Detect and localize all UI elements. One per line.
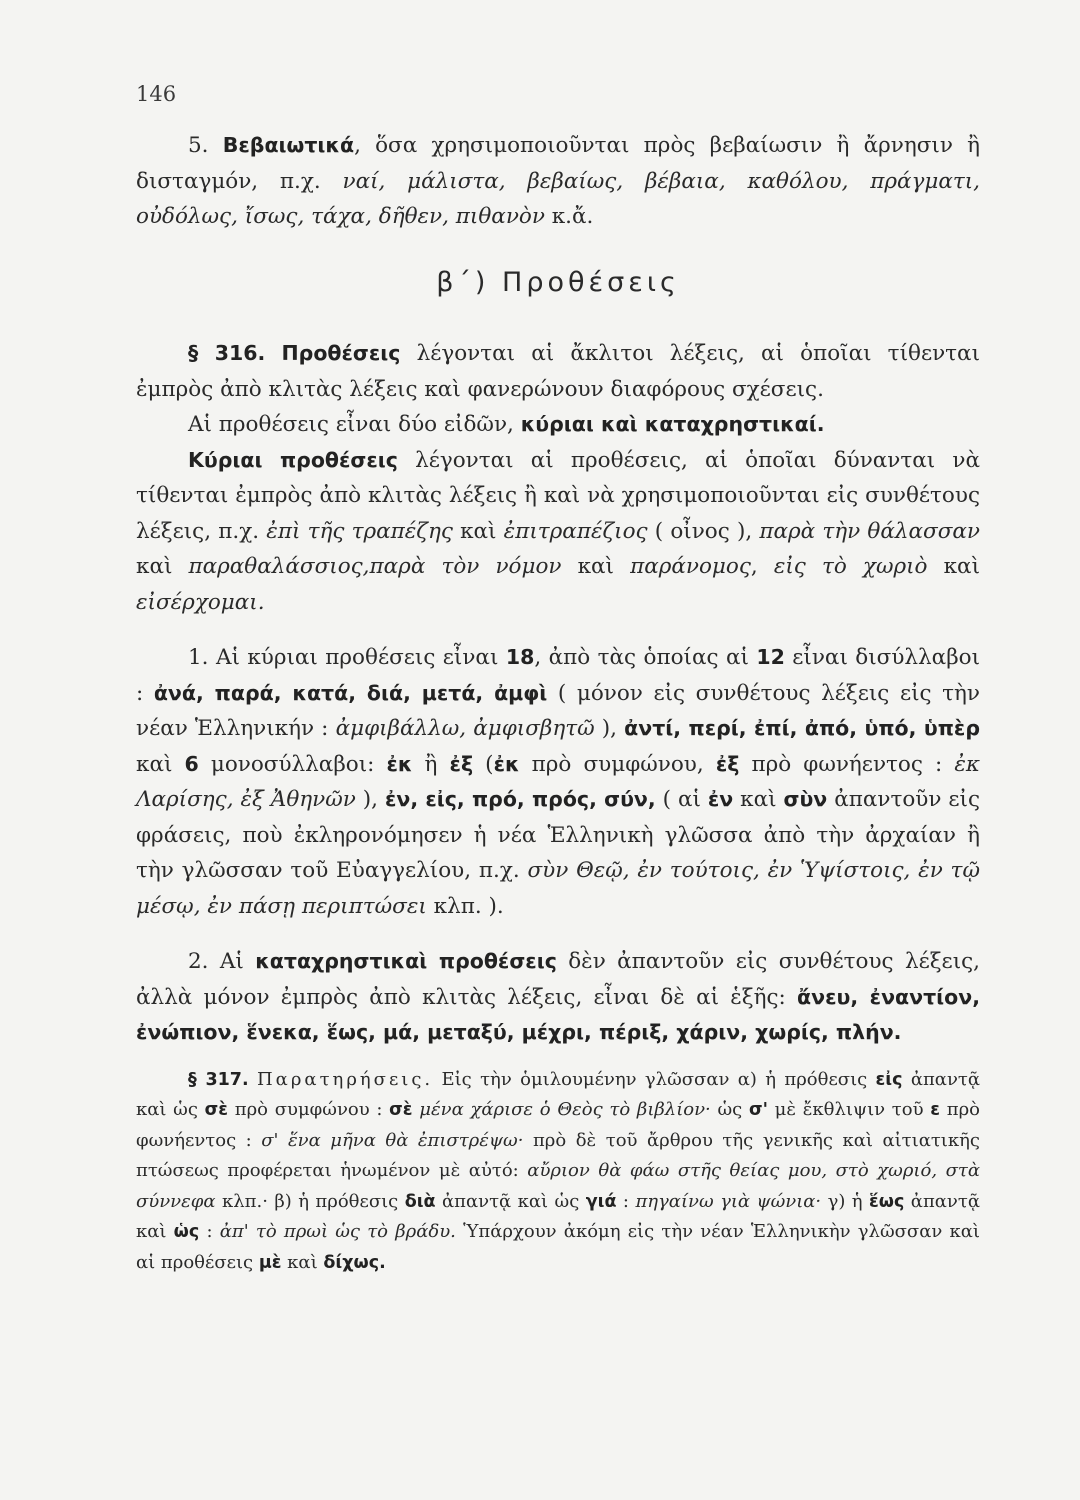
paragraph-text: ἀπαντᾷ καὶ ὡς — [435, 1190, 586, 1212]
examples: ναί, μάλιστα, βεβαίως, βέβαια, καθόλου, πράγματι, οὐδόλως, ἴσως, τάχα, δῆθεν, πιθανὸν — [136, 168, 980, 229]
example: ἐπὶ τῆς τραπέζης — [266, 518, 453, 544]
paragraph-text: εἶναι δισύλλαβοι : — [136, 645, 980, 706]
paragraph-text: καὶ — [452, 518, 504, 544]
paragraph-text: πρὸ φωνήεντος : — [136, 1099, 980, 1151]
item-number: 2. — [188, 949, 209, 974]
bold-term: σὺν — [783, 787, 828, 811]
bold-term: καταχρηστικαὶ προθέσεις — [255, 949, 557, 973]
paragraph-text: : — [616, 1190, 636, 1212]
paragraph-text: ), — [594, 716, 625, 741]
bold-term: σὲ — [204, 1100, 229, 1120]
list-item-2 — [136, 944, 980, 1051]
paragraph-text: καὶ — [927, 554, 980, 579]
example: εἰσέρχομαι. — [136, 589, 265, 615]
paragraph-text: Αἱ κύριαι προθέσεις εἶναι — [208, 645, 506, 670]
paragraph-text: γ) ἡ — [821, 1190, 870, 1212]
section-316 — [136, 336, 980, 407]
section-label: § 317. — [188, 1069, 249, 1090]
bold-term: ἐξ — [449, 751, 474, 776]
paragraph-text: πρὸ συμφώνου, — [519, 751, 716, 777]
example: εἰς τὸ χωριὸ — [773, 554, 928, 579]
bold-term: σ' — [748, 1100, 768, 1120]
paragraph-text: Ὑπάρχουν ἀκόμη εἰς τὴν νέαν Ἑλληνικὴν γλῶσσαν καὶ αἱ προθέσεις — [136, 1221, 980, 1273]
bold-term: διὰ — [404, 1191, 436, 1212]
item-number: 1. — [188, 645, 209, 670]
bold-term: Βεβαιωτικά — [222, 133, 355, 157]
paragraph-text: ( αἱ — [655, 787, 708, 812]
paragraph-text: Εἰς τὴν ὁμιλουμένην γλῶσσαν α) ἡ πρόθεσις — [433, 1068, 876, 1090]
paragraph-text: : — [199, 1221, 220, 1242]
example: ἀμφιβάλλω, ἀμφισβητῶ — [335, 716, 595, 741]
bold-term: Κύριαι προθέσεις — [188, 447, 398, 472]
paragraph-text: λέγονται αἱ προθέσεις, αἱ ὁποῖαι δύνανται νὰ τίθενται ἐμπρὸς ἀπὸ κλιτὰς λέξεις ἢ καὶ νὰ χρησιμοποιοῦνται εἰς συνθέτους λέξεις, π.χ. — [136, 447, 980, 544]
example: ἐπιτραπέζιος — [503, 518, 648, 544]
bold-term: ἐν — [707, 787, 734, 811]
bold-number: 12 — [756, 645, 785, 669]
section-317 — [136, 1065, 980, 1279]
paragraph-text: καὶ — [733, 787, 784, 812]
paragraph-text: λέγονται αἱ ἄκλιτοι λέξεις, αἱ ὁποῖαι τίθενται ἐμπρὸς ἀπὸ κλιτὰς λέξεις καὶ φανερώνουν διαφόρους σχέσεις. — [136, 341, 981, 402]
example: ἐκ Λαρίσης, ἐξ Ἀθηνῶν — [136, 751, 980, 812]
example: μένα χάρισε ὁ Θεὸς τὸ βιβλίον· — [412, 1099, 711, 1120]
example: πηγαίνω γιὰ ψώνια· — [635, 1190, 822, 1212]
paragraph-text: καὶ — [136, 751, 185, 777]
paragraph-text: δὲν ἀπαντοῦν εἰς συνθέτους λέξεις, ἀλλὰ μόνον ἐμπρὸς ἀπὸ κλιτὰς λέξεις, εἶναι δὲ αἱ ἑξῆς: — [136, 949, 980, 1010]
section-title: Παρατηρήσεις. — [256, 1068, 434, 1090]
paragraph-5 — [136, 128, 980, 235]
bold-term: ὡς — [173, 1222, 200, 1242]
bold-term: ε — [930, 1100, 941, 1120]
paragraph-text: κ.ἄ. — [544, 204, 594, 229]
bold-number: 18 — [505, 645, 535, 669]
section-label: § 316. — [188, 341, 266, 365]
paragraph-text: καὶ — [561, 554, 631, 579]
paragraph-text: μὲ ἔκθλιψιν τοῦ — [767, 1099, 931, 1120]
example: παράνομος — [630, 554, 751, 579]
bold-term: ἐκ — [386, 751, 413, 776]
example: σὺν Θεῷ, ἐν τούτοις, ἐν Ὑψίστοις, ἐν τῷ μέσῳ, ἐν πάσῃ περιπτώσει — [136, 858, 980, 919]
page-number: 146 — [136, 82, 177, 106]
paragraph-text: ( — [473, 751, 494, 777]
paragraph-text: , — [750, 554, 774, 579]
section-heading: β΄) Προθέσεις — [436, 266, 680, 298]
bold-term: κύριαι καὶ καταχρηστικαί. — [520, 412, 825, 436]
bold-term: μὲ — [258, 1252, 282, 1273]
bold-term: ἐκ — [493, 751, 520, 776]
paragraph-text: πρὸ φωνήεντος : — [739, 751, 955, 777]
paragraph-text: Αἱ προθέσεις εἶναι δύο εἰδῶν, — [188, 412, 521, 437]
example: ἀπ' τὸ πρωὶ ὡς τὸ βράδυ. — [219, 1221, 456, 1242]
bold-term-list: ἄνευ, ἐναντίον, ἐνώπιον, ἕνεκα, ἕως, μά, μεταξύ, μέχρι, πέριξ, χάριν, χωρίς, πλήν. — [136, 984, 980, 1044]
bold-term: ἐξ — [715, 751, 740, 776]
paragraph-text: ἀπαντοῦν εἰς φράσεις, ποὺ ἐκληρονόμησεν ἡ νέα Ἑλληνικὴ γλῶσσα ἀπὸ τὴν ἀρχαίαν ἢ τὴν γλῶσσαν τοῦ Εὐαγγελίου, π.χ. — [136, 787, 980, 883]
example: παρὰ τὸν νόμον — [369, 554, 562, 579]
list-item-1 — [136, 640, 980, 924]
paragraph-kyriai — [136, 443, 980, 621]
paragraph-text: ἢ — [412, 751, 450, 777]
example: παρὰ τὴν θάλασσαν — [759, 518, 980, 544]
paragraph-text: καὶ — [136, 554, 189, 579]
bold-term: ἀνά, παρά, κατά, διά, μετά, ἀμφὶ — [153, 680, 548, 705]
paragraph-text: ἀπαντᾷ καὶ — [136, 1190, 980, 1242]
paragraph-text: ( οἶνος ), — [647, 518, 760, 544]
paragraph-text: , ἀπὸ τὰς ὁποίας αἱ — [534, 645, 757, 670]
paragraph-text: κλπ. ). — [426, 893, 504, 919]
bold-term: Προθέσεις — [281, 341, 401, 365]
paragraph-text: ἀπαντᾷ καὶ ὡς — [136, 1068, 981, 1120]
paragraph-text: ὡς — [710, 1099, 749, 1120]
example: αὔριον θὰ φάω στῆς θείας μου, στὸ χωριό, στὰ σύννεφα — [136, 1160, 980, 1212]
bold-term: ἐν, εἰς, πρό, πρός, σύν, — [384, 787, 656, 811]
bold-number: 6 — [184, 751, 199, 776]
example: παραθαλάσσιος, — [188, 554, 370, 579]
bold-term: ἕως — [869, 1191, 905, 1212]
text-body — [136, 128, 980, 1278]
bold-term: σὲ — [389, 1100, 413, 1120]
bold-term: δίχως. — [323, 1252, 386, 1273]
example: σ' ἕνα μῆνα θὰ ἐπιστρέψω· — [261, 1129, 524, 1151]
paragraph-text: , ὅσα χρησιμοποιοῦνται πρὸς βεβαίωσιν ἢ ἄρνησιν ἢ δισταγμόν, π.χ. — [136, 133, 980, 194]
paragraph-text: πρὸ δὲ τοῦ ἄρθρου τῆς γενικῆς καὶ αἰτιατικῆς πτώσεως προφέρεται ἡνωμένον μὲ αὐτό: — [136, 1129, 980, 1181]
paragraph-text: μονοσύλλαβοι: — [198, 751, 387, 777]
bold-term: εἰς — [875, 1069, 903, 1090]
paragraph-text: καὶ — [281, 1251, 324, 1273]
bold-term: ἀντί, περί, ἐπί, ἀπό, ὑπό, ὑπὲρ — [624, 716, 980, 740]
paragraph-text: ( μόνον εἰς συνθέτους λέξεις εἰς τὴν νέαν Ἑλληνικήν : — [136, 680, 980, 741]
paragraph-text: ), — [355, 787, 385, 812]
bold-term: γιά — [585, 1191, 617, 1212]
paragraph-text: πρὸ συμφώνου : — [228, 1099, 390, 1120]
paragraph-kinds — [136, 407, 980, 443]
item-number: 5. — [188, 133, 209, 158]
paragraph-text: Αἱ — [208, 949, 256, 974]
paragraph-text: κλπ.· β) ἡ πρόθεσις — [215, 1190, 405, 1212]
